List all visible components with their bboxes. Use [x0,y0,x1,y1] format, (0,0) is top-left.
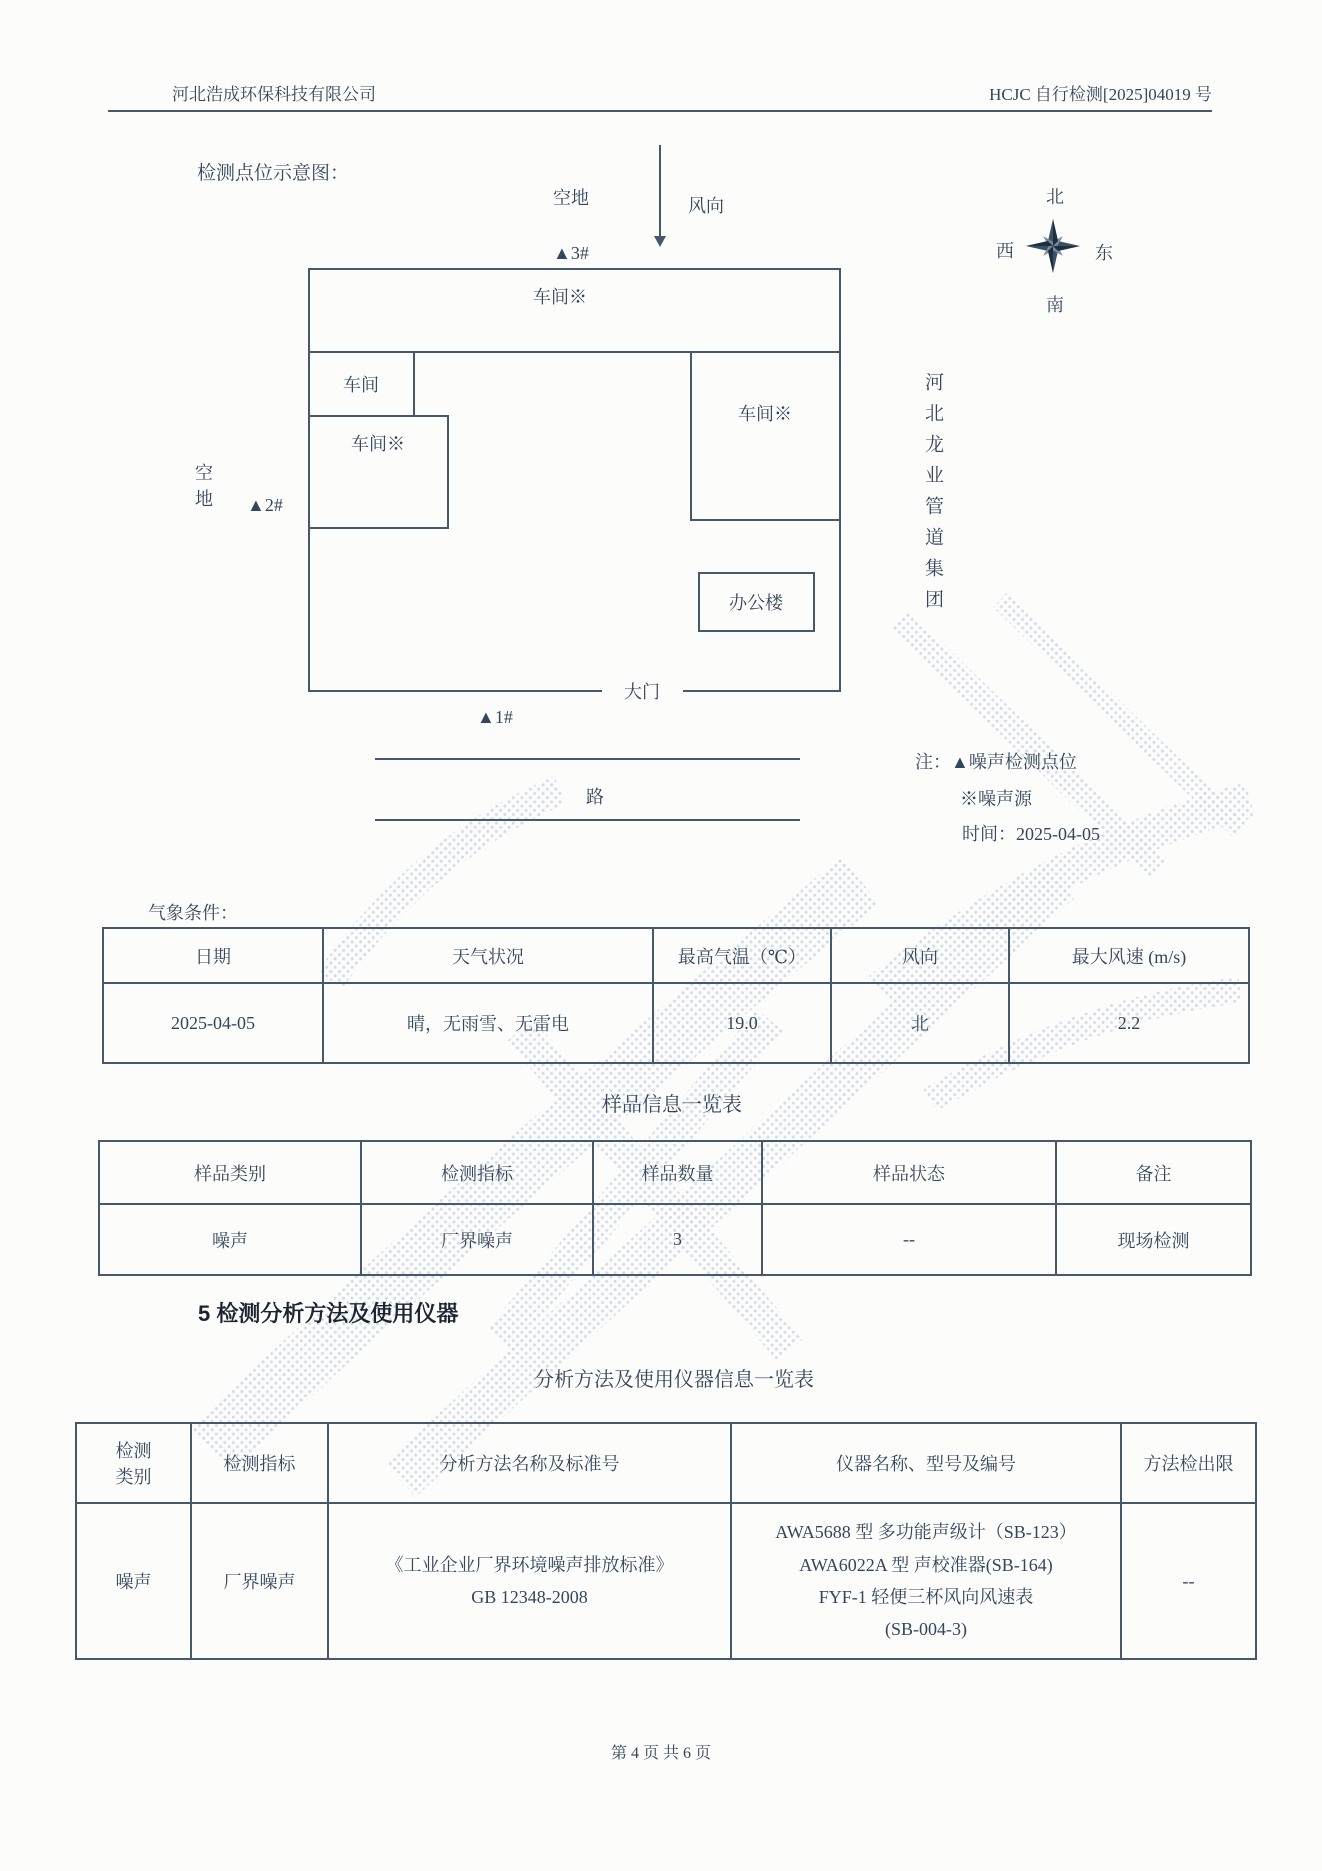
instrument-line-3: FYF-1 轻便三杯风向风速表 [818,1587,1034,1607]
workshop-right-source-box [690,351,841,521]
compass-north-label: 北 [1046,187,1064,207]
boundary-bottom-left [308,690,602,692]
road-line-bottom [375,819,800,821]
method-header-category [76,1423,191,1503]
weather-date: 2025-04-05 [103,983,323,1063]
method-table-title: 分析方法及使用仪器信息一览表 [534,1369,814,1391]
header-company: 河北浩成环保科技有限公司 [172,85,376,104]
open-area-left-label: 空地 [193,463,213,515]
method-detection-limit: -- [1121,1503,1256,1659]
weather-conditions-label: 气象条件： [148,903,238,923]
legend-note-time: 时间：2025-04-05 [962,824,1100,844]
sample-header-row [99,1141,1251,1204]
method-header-category-text: 检测类别 [115,1441,152,1487]
weather-wind-speed: 2.2 [1009,983,1249,1063]
diagram-title: 检测点位示意图： [197,163,350,184]
weather-sky: 晴，无雨雪、无雷电 [323,983,653,1063]
section-5-heading: 5 检测分析方法及使用仪器 [198,1301,459,1326]
weather-wind-dir: 北 [831,983,1009,1063]
method-instruments [731,1503,1121,1659]
weather-header-sky: 天气状况 [323,928,653,983]
workshop-left-small-label: 车间 [343,375,379,395]
method-header-instrument: 仪器名称、型号及编号 [731,1423,1121,1503]
sample-header-indicator: 检测指标 [361,1141,593,1204]
instrument-line-1: AWA5688 型 多功能声级计（SB-123） [775,1522,1077,1543]
legend-note-points: 注：▲噪声检测点位 [915,752,1077,772]
sample-quantity: 3 [593,1204,762,1275]
weather-header-date: 日期 [103,928,323,983]
monitoring-point-2-marker: ▲2# [247,495,283,515]
weather-temp: 19.0 [653,983,831,1063]
method-header-limit: 方法检出限 [1121,1423,1256,1503]
sample-remark: 现场检测 [1056,1204,1251,1275]
legend-note-source: ※噪声源 [960,789,1032,809]
sample-category: 噪声 [99,1204,361,1275]
method-header-row [76,1423,1256,1503]
boundary-bottom-right [683,690,841,692]
monitoring-point-1-marker: ▲1# [477,707,513,727]
sample-table-title: 样品信息一览表 [602,1094,742,1116]
header-report-number: HCJC 自行检测[2025]04019 号 [989,85,1212,104]
method-header-method: 分析方法名称及标准号 [328,1423,731,1503]
compass-south-label: 南 [1046,295,1064,315]
method-category: 噪声 [76,1503,191,1659]
workshop-top-label: 车间※ [533,287,587,307]
road-line-top [375,758,800,760]
header-rule [108,110,1212,112]
method-indicator: 厂界噪声 [191,1503,328,1659]
workshop-right-source-label: 车间※ [738,404,792,424]
wind-direction-arrow-icon [659,145,661,237]
compass-west-label: 西 [996,241,1014,261]
method-header-indicator: 检测指标 [191,1423,328,1503]
road-label: 路 [586,787,604,807]
wind-arrowhead-icon [654,236,666,247]
workshop-left-source-label: 车间※ [351,434,405,454]
gate-label: 大门 [624,682,660,702]
sample-data-row [99,1204,1251,1275]
weather-header-row [103,928,1249,983]
office-building-label: 办公楼 [729,593,783,613]
page-number: 第 4 页 共 6 页 [610,1745,712,1762]
weather-table [102,927,1250,1064]
weather-data-row [103,983,1249,1063]
method-table [75,1422,1257,1660]
method-standard-number: GB 12348-2008 [471,1587,588,1607]
instrument-line-4: (SB-004-3) [885,1619,967,1640]
sample-header-status: 样品状态 [762,1141,1056,1204]
weather-header-temp: 最高气温（℃） [653,928,831,983]
weather-header-wind-dir: 风向 [831,928,1009,983]
sample-indicator: 厂界噪声 [361,1204,593,1275]
method-standard-name: 《工业企业厂界环境噪声排放标准》 [385,1554,674,1575]
open-area-top-label: 空地 [553,188,589,208]
sample-status: -- [762,1204,1056,1275]
sample-header-category: 样品类别 [99,1141,361,1204]
monitoring-point-3-marker: ▲3# [553,243,589,263]
sample-header-remark: 备注 [1056,1141,1251,1204]
neighbor-company-vertical-label: 河北龙业管道集团 [922,372,943,620]
method-standard [328,1503,731,1659]
method-data-row [76,1503,1256,1659]
wind-label: 风向 [688,196,724,216]
sample-table [98,1140,1252,1276]
sample-header-quantity: 样品数量 [593,1141,762,1204]
compass-east-label: 东 [1095,243,1113,263]
instrument-line-2: AWA6022A 型 声校准器(SB-164) [799,1554,1053,1575]
compass-icon [1019,212,1087,280]
weather-header-wind-speed: 最大风速 (m/s) [1009,928,1249,983]
